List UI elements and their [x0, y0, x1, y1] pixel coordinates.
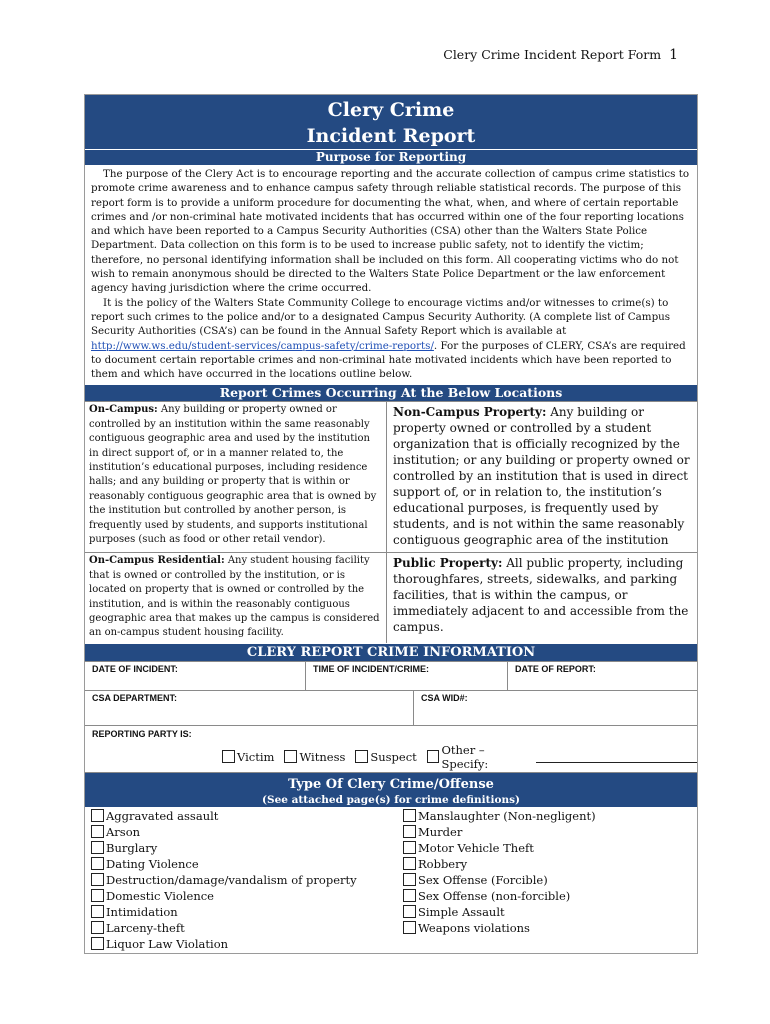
crime-label: Simple Assault	[418, 904, 505, 919]
crime-option[interactable]	[91, 824, 403, 840]
purpose-text: It is the policy of the Walters State Community College to encourage victims and/or witnesses to crime(s) to report such crimes to the police and/or to a designated Campus Security Authority. (A complete list of Campus Security Authorities (CSA’s) can be found in the Annual Safety Report which is available at	[91, 296, 671, 338]
public-property-definition	[387, 552, 697, 642]
purpose-section	[85, 165, 697, 384]
csa-department-field[interactable]	[85, 691, 414, 725]
crime-label: Intimidation	[106, 904, 178, 919]
incident-report-form	[84, 94, 698, 954]
crime-checkbox[interactable]	[403, 921, 416, 934]
residential-definition	[85, 552, 387, 642]
crime-option[interactable]	[91, 904, 403, 920]
locations-heading: Report Crimes Occurring At the Below Locations	[85, 384, 697, 401]
witness-option[interactable]	[284, 750, 345, 764]
crime-label: Murder	[418, 824, 463, 839]
reporting-party-options	[222, 743, 697, 771]
crime-type-heading: Type Of Clery Crime/Offense	[85, 772, 697, 793]
other-option[interactable]	[427, 743, 697, 771]
crime-option[interactable]	[91, 840, 403, 856]
crime-label: Domestic Violence	[106, 888, 214, 903]
crime-checkbox[interactable]	[403, 905, 416, 918]
crime-checkbox[interactable]	[403, 857, 416, 870]
purpose-heading: Purpose for Reporting	[85, 149, 697, 165]
crime-column-left	[91, 808, 403, 952]
crime-label: Destruction/damage/vandalism of property	[106, 872, 357, 887]
crime-label: Liquor Law Violation	[106, 936, 229, 951]
date-of-incident-label: DATE OF INCIDENT:	[92, 663, 178, 674]
crime-option[interactable]	[403, 904, 703, 920]
crime-checkbox[interactable]	[91, 905, 104, 918]
title-bar	[85, 95, 697, 149]
other-checkbox[interactable]	[427, 750, 440, 763]
residential-label: On-Campus Residential:	[89, 555, 225, 567]
purpose-paragraph-2	[91, 296, 691, 382]
non-campus-text: Any building or property owned or controlled by a student organization that is officially recognized by the institution; or any building or property owned or controlled by an institution that is used in direct support of, or in relation to, the institution’s educational purposes, is frequently used by students, and is not within the same reasonably contiguous geographic area of the institution	[393, 405, 690, 548]
crime-label: Burglary	[106, 840, 158, 855]
purpose-paragraph-1: The purpose of the Clery Act is to encourage reporting and the accurate collection of campus crime statistics to promote crime awareness and to enhance campus safety through reliable statistical records. The purpose of this report form is to provide a uniform procedure for documenting the what, when, and where of certain reportable crimes and /or non-criminal hate motivated incidents that has occurred within one of the four reporting locations and which have been reported to a Campus Security Authorities (CSA) other than the Walters State Police Department. Data collection on this form is to be used to increase public safety, not to identify the victim; therefore, no personal identifying information shall be included on this form. All cooperating victims who do not wish to remain anonymous should be directed to the Walters State Police Department or the law enforcement agency having jurisdiction where the crime occurred.	[91, 168, 690, 295]
crime-option[interactable]	[91, 808, 403, 824]
non-campus-definition	[387, 401, 697, 552]
crime-checkbox[interactable]	[91, 873, 104, 886]
crime-checkbox[interactable]	[91, 921, 104, 934]
form-title-line2: Incident Report	[306, 125, 476, 147]
time-of-incident-label: TIME OF INCIDENT/CRIME:	[313, 663, 429, 674]
crime-checkbox[interactable]	[403, 809, 416, 822]
csa-department-label: CSA DEPARTMENT:	[92, 692, 177, 703]
victim-option[interactable]	[222, 750, 274, 764]
other-specify-input[interactable]	[536, 751, 697, 763]
suspect-option[interactable]	[355, 750, 416, 764]
crime-option[interactable]	[91, 888, 403, 904]
crime-checkbox[interactable]	[403, 889, 416, 902]
crime-option[interactable]	[91, 936, 403, 952]
incident-dates-row	[85, 661, 697, 690]
non-campus-label: Non-Campus Property:	[393, 405, 547, 420]
crime-type-subheading: (See attached page(s) for crime definitions)	[85, 793, 697, 807]
crime-checkbox[interactable]	[403, 841, 416, 854]
residential-text: Any student housing facility that is owned or controlled by the institution, or is located on property that is owned or controlled by the institution, and is within the reasonably contiguous geographic area that makes up the campus is considered an on-campus student housing facility.	[89, 555, 380, 639]
crime-option[interactable]	[403, 888, 703, 904]
suspect-label: Suspect	[370, 749, 417, 764]
crime-type-list	[85, 807, 697, 953]
crime-label: Manslaughter (Non-negligent)	[418, 808, 596, 823]
public-property-label: Public Property:	[393, 556, 503, 571]
crime-label: Motor Vehicle Theft	[418, 840, 534, 855]
crime-info-heading: CLERY REPORT CRIME INFORMATION	[85, 643, 697, 661]
page-header	[443, 47, 678, 63]
crime-option[interactable]	[403, 920, 703, 936]
form-name: Clery Crime Incident Report Form	[443, 47, 662, 62]
crime-label: Arson	[106, 824, 141, 839]
crime-label: Aggravated assault	[106, 808, 219, 823]
crime-option[interactable]	[403, 872, 703, 888]
crime-label: Larceny-theft	[106, 920, 185, 935]
crime-label: Robbery	[418, 856, 468, 871]
crime-option[interactable]	[403, 808, 703, 824]
crime-reports-link[interactable]: http://www.ws.edu/student-services/campus-safety/crime-reports/	[91, 339, 434, 352]
crime-option[interactable]	[403, 856, 703, 872]
date-of-incident-field[interactable]	[85, 662, 306, 690]
crime-checkbox[interactable]	[403, 873, 416, 886]
crime-checkbox[interactable]	[403, 825, 416, 838]
locations-grid	[85, 401, 697, 642]
crime-label: Weapons violations	[418, 920, 530, 935]
date-of-report-label: DATE OF REPORT:	[515, 663, 596, 674]
crime-checkbox[interactable]	[91, 809, 104, 822]
crime-option[interactable]	[403, 824, 703, 840]
csa-row	[85, 690, 697, 725]
on-campus-text: Any building or property owned or controlled by an institution within the same reasonably contiguous geographic area and used by the institution in direct support of, or in a manner related to, the institution’s educational purposes, including residence halls; and any building or property that is within or reasonably contiguous geographic area that is owned by the institution but controlled by another person, is frequently used by students, and supports institutional purposes (such as food or other retail vendor).	[89, 404, 377, 546]
victim-checkbox[interactable]	[222, 750, 235, 763]
csa-wid-label: CSA WID#:	[421, 692, 468, 703]
other-label: Other – Specify:	[441, 742, 489, 771]
crime-checkbox[interactable]	[91, 857, 104, 870]
crime-option[interactable]	[91, 872, 403, 888]
witness-checkbox[interactable]	[284, 750, 297, 763]
page-number: 1	[669, 47, 678, 63]
crime-column-right	[403, 808, 703, 952]
crime-label: Dating Violence	[106, 856, 199, 871]
crime-option[interactable]	[91, 856, 403, 872]
crime-checkbox[interactable]	[91, 825, 104, 838]
crime-checkbox[interactable]	[91, 889, 104, 902]
suspect-checkbox[interactable]	[355, 750, 368, 763]
public-property-text: All public property, including thoroughfares, streets, sidewalks, and parking facilities, that is within the campus, or immediately adjacent to and accessible from the campus.	[393, 556, 689, 635]
time-of-incident-field[interactable]	[306, 662, 508, 690]
form-title-line1: Clery Crime	[327, 99, 455, 121]
reporting-party-row	[85, 725, 697, 772]
crime-label: Sex Offense (non-forcible)	[418, 888, 571, 903]
crime-checkbox[interactable]	[91, 841, 104, 854]
on-campus-label: On-Campus:	[89, 404, 158, 416]
crime-option[interactable]	[403, 840, 703, 856]
crime-option[interactable]	[91, 920, 403, 936]
on-campus-definition	[85, 401, 387, 552]
crime-checkbox[interactable]	[91, 937, 104, 950]
crime-label: Sex Offense (Forcible)	[418, 872, 548, 887]
csa-wid-field[interactable]	[414, 691, 697, 725]
reporting-party-label: REPORTING PARTY IS:	[92, 728, 192, 739]
witness-label: Witness	[299, 749, 346, 764]
purpose-text-continued: . For the purposes of CLERY, CSA’s are required to document certain reportable crimes and non-criminal hate motivated incidents which have been reported to them and which have occurred in the locations outline below.	[91, 339, 686, 381]
date-of-report-field[interactable]	[508, 662, 697, 690]
victim-label: Victim	[237, 749, 275, 764]
